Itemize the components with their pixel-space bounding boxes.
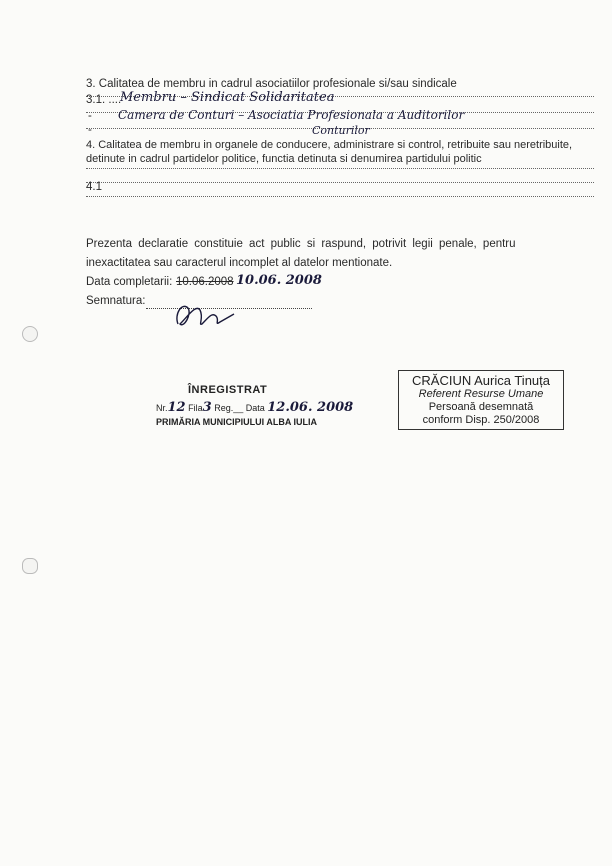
- declaration-line1: [86, 238, 522, 250]
- stamp-date-value: 12.06. 2008: [267, 400, 354, 415]
- section4-heading-line2: detinute in cadrul partidelor politice, functia detinuta si denumirea partidului politic: [86, 153, 482, 165]
- hr-stamp: [398, 370, 564, 430]
- rule: [86, 168, 594, 169]
- hr-stamp-line4: conform Disp. 250/2008: [422, 414, 540, 426]
- section3-handwritten-line3: Conturilor: [312, 124, 370, 137]
- signature-label: Semnatura:: [86, 295, 146, 307]
- stamp-nr-value: 12: [167, 400, 186, 415]
- hr-stamp-role: Referent Resurse Umane: [418, 388, 544, 400]
- stamp-title: ÎNREGISTRAT: [188, 384, 268, 396]
- hr-stamp-line3: Persoană desemnată: [428, 401, 534, 413]
- stamp-file-label: Fila: [188, 403, 203, 413]
- section3-dash-2: -: [88, 124, 92, 136]
- date-handwritten: 10.06. 2008: [236, 273, 322, 288]
- stamp-reg-label: Reg.: [214, 403, 234, 413]
- section3-item-prefix: 3.1. ....: [86, 94, 122, 106]
- section3-handwritten-line2: Camera de Conturi – Asociatia Profesionala a Auditorilor: [118, 108, 465, 122]
- punch-hole-top: [22, 326, 38, 342]
- stamp-file-value: 3: [202, 400, 212, 415]
- section4-heading-line1: 4. Calitatea de membru in organele de conducere, administrare si control, retribuite sau neretribuite,: [86, 139, 573, 151]
- punch-hole-bottom: [22, 558, 38, 574]
- date-struck: 10.06.2008: [176, 276, 234, 288]
- date-label: Data completarii:: [86, 276, 173, 288]
- stamp-institution: PRIMĂRIA MUNICIPIULUI ALBA IULIA: [156, 417, 317, 427]
- stamp-fields-row: Nr.12 Fila3 Reg.__ Data 12.06. 2008: [156, 400, 354, 415]
- section3-handwritten-line1: Membru – Sindicat Solidaritatea: [120, 90, 335, 105]
- stamp-date-label: Data: [245, 403, 265, 413]
- hr-stamp-name: CRĂCIUN Aurica Tinuța: [412, 373, 550, 388]
- registration-stamp: [156, 384, 356, 427]
- declaration-line2: inexactitatea sau caracterul incomplet al datelor mentionate.: [86, 257, 393, 269]
- section3-heading: 3. Calitatea de membru in cadrul asociatiilor profesionale si/sau sindicale: [86, 78, 457, 90]
- section3-dash-1: -: [88, 110, 92, 122]
- section4-item-prefix: 4.1: [86, 181, 102, 193]
- rule: [86, 196, 594, 197]
- stamp-nr-label: Nr.: [156, 403, 168, 413]
- declaration-line1-text: Prezenta declaratie constituie act public si raspund, potrivit legii penale, pentru: [86, 238, 516, 250]
- rule: [86, 182, 594, 183]
- signature-mark: [168, 294, 248, 334]
